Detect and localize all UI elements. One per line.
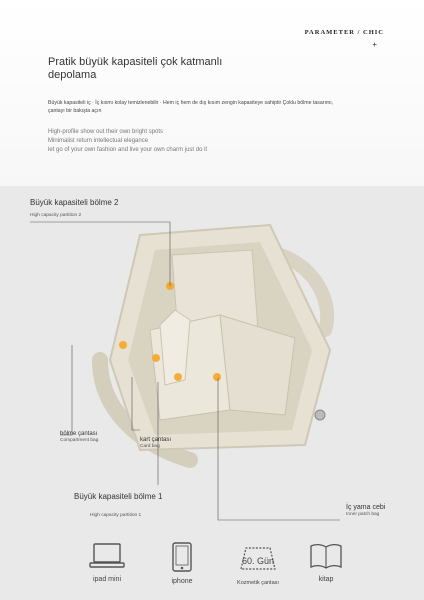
hotspot-dot bbox=[152, 354, 160, 362]
hotspot-dot bbox=[213, 373, 221, 381]
label-compartment-en: Compartment bag bbox=[60, 438, 99, 443]
icon-label: Kozmetik çantası bbox=[237, 580, 279, 586]
english-tagline bbox=[48, 128, 348, 155]
bag-illustration bbox=[80, 210, 350, 480]
label-card-en: Card bag bbox=[140, 444, 160, 449]
cosmetic-icon bbox=[238, 542, 278, 572]
label-partition2: Büyük kapasiteli bölme 2 bbox=[30, 198, 119, 207]
plus-icon: + bbox=[372, 40, 377, 49]
label-partition2-en: High capacity partition 2 bbox=[30, 213, 82, 218]
label-card bbox=[140, 437, 190, 449]
hotspot-dot bbox=[119, 341, 127, 349]
label-card-tr: kart çantası bbox=[140, 437, 172, 443]
item-iphone bbox=[152, 542, 212, 585]
book-icon bbox=[309, 542, 343, 570]
item-ipad bbox=[77, 542, 137, 583]
intro-section bbox=[0, 0, 424, 186]
english-line: let go of your own fashion and live your own charm just do it bbox=[48, 147, 208, 153]
label-inner-en: Inner patch bag bbox=[346, 512, 380, 517]
phone-icon bbox=[171, 542, 193, 572]
item-fit-icons bbox=[0, 536, 424, 600]
cosmetic-badge: 60. Gün bbox=[241, 556, 275, 566]
label-compartment bbox=[60, 431, 120, 443]
label-partition1-en: High capacity partition 1 bbox=[90, 513, 142, 518]
hotspot-dot bbox=[174, 373, 182, 381]
label-inner bbox=[346, 503, 406, 517]
headline: Pratik büyük kapasiteli çok katmanlı depolama bbox=[48, 56, 223, 81]
english-line: Minimalist return intellectual elegance bbox=[48, 138, 149, 144]
item-cosmetic bbox=[228, 542, 288, 586]
item-book bbox=[296, 542, 356, 583]
hotspot-dot bbox=[166, 282, 174, 290]
label-partition1: Büyük kapasiteli bölme 1 bbox=[74, 492, 163, 501]
english-line: High-profile show out their own bright spots bbox=[48, 129, 164, 135]
icon-label: ipad mini bbox=[92, 576, 121, 583]
label-inner-tr: İç yama cebi bbox=[346, 504, 386, 511]
icon-label: kitap bbox=[318, 576, 334, 583]
icon-label: iphone bbox=[171, 578, 193, 585]
laptop-icon bbox=[89, 542, 125, 570]
description: Büyük kapasiteli iç · İç kısmı kolay temizlenebilir · Hem iç hem de dış kısım zengin kapasiteye sahiptir Çoklu bölme tasarımı, çantayı bir bakışta açın bbox=[48, 100, 334, 114]
label-compartment-tr: bölme çantası bbox=[60, 431, 98, 437]
parameter-label: PARAMETER / CHIC bbox=[304, 29, 384, 36]
